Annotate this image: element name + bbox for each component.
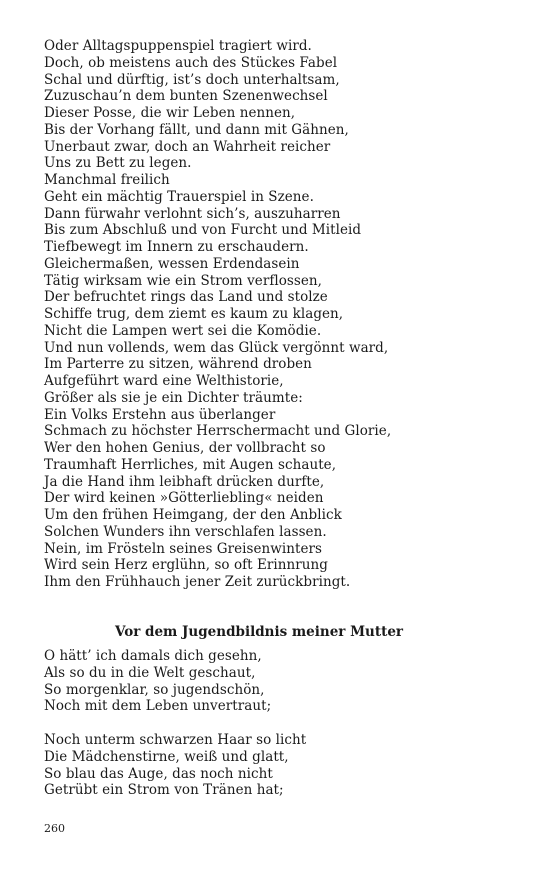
verse-line: Manchmal freilich: [44, 172, 170, 188]
verse-line: Gleichermaßen, wessen Erdendasein: [44, 255, 300, 272]
verse-line: Ihm den Frühhauch jener Zeit zurückbringt.: [44, 574, 351, 590]
poem-1-continuation: [44, 38, 514, 591]
verse-line: Der wird keinen »Götterliebling« neiden: [44, 490, 324, 507]
verse-line: Dann fürwahr verlohnt sich’s, auszuharren: [44, 205, 341, 222]
verse-line: Tiefbewegt im Innern zu erschaudern.: [44, 239, 309, 255]
verse-line: O hätt’ ich damals dich gesehn,: [44, 648, 262, 664]
verse-line: Die Mädchenstirne, weiß und glatt,: [44, 748, 289, 765]
verse-line: Der befruchtet rings das Land und stolze: [44, 289, 328, 306]
verse-line: Oder Alltagspuppenspiel tragiert wird.: [44, 38, 312, 54]
verse-line: Als so du in die Welt geschaut,: [44, 664, 256, 681]
verse-line: Größer als sie je ein Dichter träumte:: [44, 389, 303, 406]
verse-line: Wird sein Herz erglühn, so oft Erinnrung: [44, 557, 328, 574]
verse-line: Tätig wirksam wie ein Strom verflossen,: [44, 272, 323, 289]
verse-line: Zuzuschau’n dem bunten Szenenwechsel: [44, 88, 328, 105]
verse-line: Aufgeführt ward eine Welthistorie,: [44, 373, 284, 389]
verse-line: Unerbaut zwar, doch an Wahrheit reicher: [44, 138, 331, 155]
verse-line: So blau das Auge, das noch nicht: [44, 765, 273, 782]
verse-line: Solchen Wunders ihn verschlafen lassen.: [44, 523, 327, 540]
verse-line: Uns zu Bett zu legen.: [44, 155, 192, 172]
verse-line: Im Parterre zu sitzen, während droben: [44, 356, 312, 373]
poem-2-stanza-2: [44, 732, 306, 799]
verse-line: Nicht die Lampen wert sei die Komödie.: [44, 322, 322, 339]
verse-line: So morgenklar, so jugendschön,: [44, 681, 265, 698]
verse-line: Bis zum Abschluß und von Furcht und Mitleid: [44, 222, 362, 239]
book-page: [44, 38, 514, 799]
page-number: 260: [44, 822, 65, 835]
verse-line: Dieser Posse, die wir Leben nennen,: [44, 105, 296, 121]
verse-line: Schiffe trug, dem ziemt es kaum zu klagen,: [44, 306, 344, 322]
verse-line: Wer den hohen Genius, der vollbracht so: [44, 440, 326, 456]
poem-title: Vor dem Jugendbildnis meiner Mutter: [114, 624, 404, 640]
verse-line: Traumhaft Herrliches, mit Augen schaute,: [44, 456, 337, 473]
verse-line: Und nun vollends, wem das Glück vergönnt ward,: [44, 339, 389, 356]
verse-line: Um den frühen Heimgang, der den Anblick: [44, 507, 342, 523]
verse-line: Schal und dürftig, ist’s doch unterhaltsam,: [44, 71, 340, 88]
verse-line: Schmach zu höchster Herrschermacht und Glorie,: [44, 423, 392, 440]
verse-line: Ein Volks Erstehn aus überlanger: [44, 406, 276, 423]
verse-line: Ja die Hand ihm leibhaft drücken durfte,: [44, 473, 325, 490]
verse-line: Bis der Vorhang fällt, und dann mit Gähnen,: [44, 121, 349, 138]
verse-line: Nein, im Frösteln seines Greisenwinters: [44, 540, 323, 557]
verse-line: Noch mit dem Leben unvertraut;: [44, 698, 272, 715]
poem-2-stanza-1: [44, 648, 271, 715]
verse-line: Noch unterm schwarzen Haar so licht: [44, 732, 307, 748]
verse-line: Doch, ob meistens auch des Stückes Fabel: [44, 54, 338, 71]
verse-line: Geht ein mächtig Trauerspiel in Szene.: [44, 188, 314, 205]
verse-line: Getrübt ein Strom von Tränen hat;: [44, 782, 284, 799]
